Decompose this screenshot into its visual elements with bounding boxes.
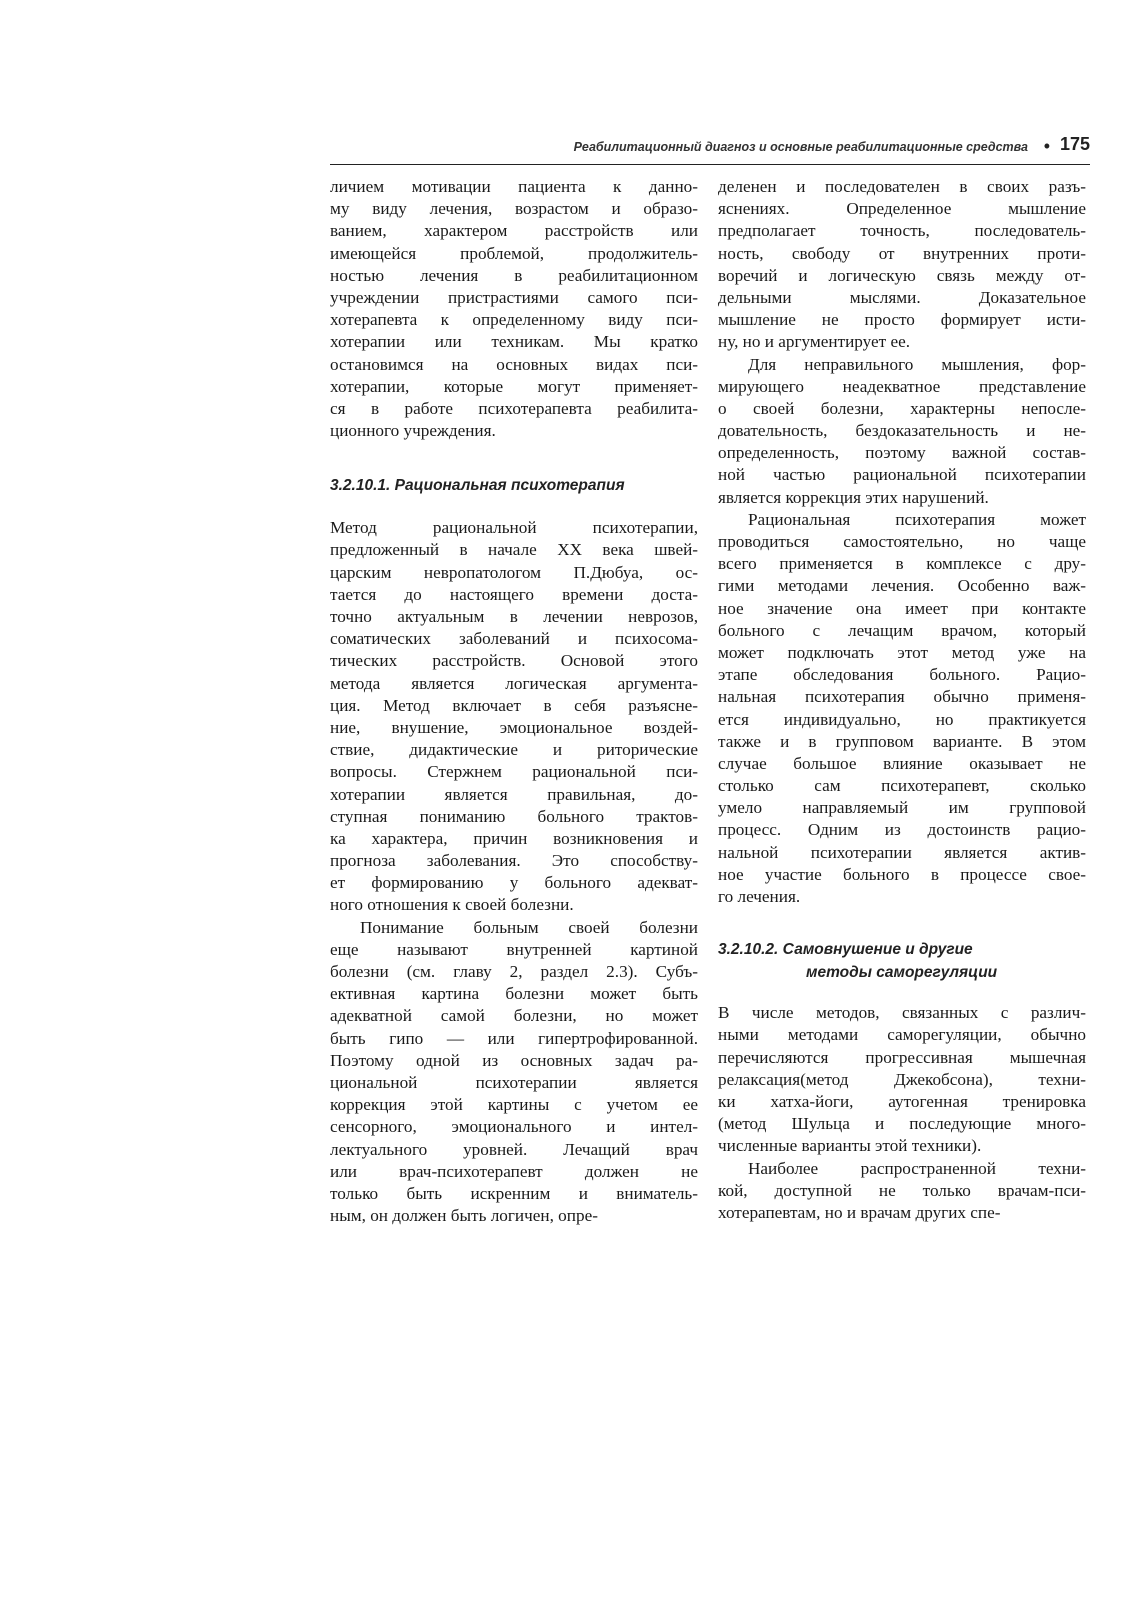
text-line: Понимание больным своей болезни bbox=[360, 917, 698, 937]
text-line: мышление не просто формирует исти- bbox=[718, 310, 1086, 330]
text-line: ется индивидуально, но практикуется bbox=[718, 709, 1086, 729]
text-line: точно актуальным в лечении неврозов, bbox=[330, 607, 698, 626]
text-line: кой, доступной не только врачам-пси- bbox=[718, 1180, 1086, 1200]
text-line: тается до настоящего времени доста- bbox=[330, 584, 698, 604]
text-line: ет формированию у больного адекват- bbox=[330, 873, 698, 893]
text-line: остановимся на основных видах пси- bbox=[330, 354, 698, 374]
left-column bbox=[330, 176, 698, 1227]
text-line: учреждении пристрастиями самого пси- bbox=[330, 287, 698, 307]
paragraph bbox=[718, 509, 1086, 908]
text-line: (метод Шульца и последующие много- bbox=[718, 1114, 1086, 1134]
paragraph bbox=[330, 917, 698, 1228]
text-line: го лечения. bbox=[718, 887, 801, 906]
text-line: метода является логическая аргумента- bbox=[330, 673, 698, 693]
text-line: ными методами саморегуляции, обычно bbox=[718, 1025, 1086, 1045]
text-line: му виду лечения, возрастом и образо- bbox=[330, 199, 698, 219]
text-line: больного с лечащим врачом, который bbox=[718, 620, 1086, 640]
text-line: ного отношения к своей болезни. bbox=[330, 895, 574, 915]
text-line: перечисляются прогрессивная мышечная bbox=[718, 1047, 1086, 1067]
paragraph bbox=[330, 176, 698, 442]
text-line: релаксация(метод Джекобсона), техни- bbox=[718, 1069, 1086, 1089]
text-line: деленен и последователен в своих разъ- bbox=[718, 177, 1086, 196]
text-line: циональной психотерапии является bbox=[330, 1072, 698, 1092]
text-line: сенсорного, эмоционального и интел- bbox=[330, 1117, 698, 1137]
text-line: ностью лечения в реабилитационном bbox=[330, 265, 698, 285]
text-line: может подключать этот метод уже на bbox=[718, 642, 1086, 662]
text-line: нальной психотерапии является актив- bbox=[718, 842, 1086, 862]
text-line: тических расстройств. Основой этого bbox=[330, 651, 698, 671]
paragraph bbox=[718, 1002, 1086, 1157]
text-line: быть гипо — или гипертрофированной. bbox=[330, 1028, 698, 1048]
text-line: ное участие больного в процессе свое- bbox=[718, 864, 1086, 884]
paragraph bbox=[718, 176, 1086, 354]
text-line: умело направляемый им групповой bbox=[718, 798, 1086, 818]
text-line: ну, но и аргументирует ее. bbox=[718, 332, 911, 352]
text-line: является коррекция этих нарушений. bbox=[718, 487, 989, 507]
text-line: ным, он должен быть логичен, опре- bbox=[330, 1206, 598, 1226]
text-line: всего применяется в комплексе с дру- bbox=[718, 554, 1086, 574]
text-line: Наиболее распространенной техни- bbox=[748, 1158, 1086, 1178]
text-line: лектуального уровней. Лечащий врач bbox=[330, 1139, 698, 1159]
right-column bbox=[718, 176, 1086, 1224]
text-line: Поэтому одной из основных задач ра- bbox=[330, 1050, 698, 1070]
text-line: ной частью рациональной психотерапии bbox=[718, 465, 1086, 485]
text-line: воречий и логическую связь между от- bbox=[718, 265, 1086, 285]
text-line: хотерапии, которые могут применяет- bbox=[330, 376, 698, 396]
text-line: проводиться самостоятельно, но чаще bbox=[718, 532, 1086, 551]
text-line: Метод рациональной психотерапии, bbox=[330, 518, 698, 538]
text-line: еще называют внутренней картиной bbox=[330, 939, 698, 959]
paragraph bbox=[330, 517, 698, 916]
text-line: прогноза заболевания. Это способству- bbox=[330, 851, 698, 871]
text-line: ное значение она имеет при контакте bbox=[718, 598, 1086, 618]
text-line: яснениях. Определенное мышление bbox=[718, 199, 1086, 219]
page-number: 175 bbox=[1059, 134, 1090, 154]
paragraph bbox=[718, 354, 1086, 509]
text-line: мирующего неадекватное представление bbox=[718, 376, 1086, 396]
text-line: предполагает точность, последователь- bbox=[718, 221, 1086, 241]
text-line: соматических заболеваний и психосома- bbox=[330, 629, 698, 649]
paragraph bbox=[718, 1158, 1086, 1225]
text-line: столько сам психотерапевт, сколько bbox=[718, 776, 1086, 796]
text-line: Рациональная психотерапия может bbox=[748, 509, 1086, 529]
text-line: ся в работе психотерапевта реабилита- bbox=[330, 398, 698, 418]
running-head bbox=[330, 134, 1090, 165]
text-line: ступная пониманию больного трактов- bbox=[330, 806, 698, 826]
text-line: предложенный в начале XX века швей- bbox=[330, 540, 698, 560]
text-line: довательность, бездоказательность и не- bbox=[718, 421, 1086, 441]
text-line: ка характера, причин возникновения и bbox=[330, 828, 698, 848]
text-line: ция. Метод включает в себя разъясне- bbox=[330, 695, 698, 715]
section-heading: 3.2.10.1. Рациональная психотерапия bbox=[330, 477, 625, 495]
text-line: этапе обследования больного. Рацио- bbox=[718, 665, 1086, 685]
text-line: процесс. Одним из достоинств рацио- bbox=[718, 820, 1086, 840]
text-line: также и в групповом варианте. В этом bbox=[718, 731, 1086, 751]
text-line: ективная картина болезни может быть bbox=[330, 984, 698, 1004]
text-line: случае большое влияние оказывает не bbox=[718, 753, 1086, 773]
text-line: только быть искренним и вниматель- bbox=[330, 1183, 698, 1203]
text-line: хотерапевтам, но и врачам других спе- bbox=[718, 1202, 1001, 1222]
text-line: ванием, характером расстройств или bbox=[330, 221, 698, 241]
text-line: ствие, дидактические и риторические bbox=[330, 740, 698, 760]
text-line: вопросы. Стержнем рациональной пси- bbox=[330, 762, 698, 782]
text-line: имеющейся проблемой, продолжитель- bbox=[330, 243, 698, 263]
running-head-title: Реабилитационный диагноз и основные реабилитационные средства bbox=[573, 140, 1028, 154]
text-line: нальная психотерапия обычно применя- bbox=[718, 687, 1086, 707]
text-line: царским невропатологом П.Дюбуа, ос- bbox=[330, 562, 698, 582]
text-line: В числе методов, связанных с различ- bbox=[718, 1003, 1086, 1023]
text-line: ние, внушение, эмоциональное воздей- bbox=[330, 717, 698, 737]
text-line: ционного учреждения. bbox=[330, 421, 496, 441]
text-line: о своей болезни, характерны непосле- bbox=[718, 398, 1086, 418]
text-line: определенность, поэтому важной состав- bbox=[718, 443, 1086, 463]
text-line: болезни (см. главу 2, раздел 2.3). Субъ- bbox=[330, 962, 698, 981]
text-line: хотерапии является правильная, до- bbox=[330, 784, 698, 804]
text-line: дельными мыслями. Доказательное bbox=[718, 287, 1086, 307]
running-head-bullet: • bbox=[1043, 136, 1050, 156]
text-line: ки хатха-йоги, аутогенная тренировка bbox=[718, 1091, 1086, 1111]
text-line: численные варианты этой техники). bbox=[718, 1136, 982, 1156]
text-line: хотерапии или техникам. Мы кратко bbox=[330, 332, 698, 352]
text-line: адекватной самой болезни, но может bbox=[330, 1006, 698, 1026]
text-line: или врач-психотерапевт должен не bbox=[330, 1161, 698, 1181]
text-line: коррекция этой картины с учетом ее bbox=[330, 1095, 698, 1115]
text-line: Для неправильного мышления, фор- bbox=[748, 354, 1086, 374]
section-heading-continued: методы саморегуляции bbox=[806, 964, 998, 982]
text-line: гими методами лечения. Особенно важ- bbox=[718, 576, 1086, 596]
section-heading: 3.2.10.2. Самовнушение и другие bbox=[718, 941, 973, 959]
text-line: ность, свободу от внутренних проти- bbox=[718, 243, 1086, 263]
text-line: хотерапевта к определенному виду пси- bbox=[330, 310, 698, 330]
text-line: личием мотивации пациента к данно- bbox=[330, 177, 698, 196]
